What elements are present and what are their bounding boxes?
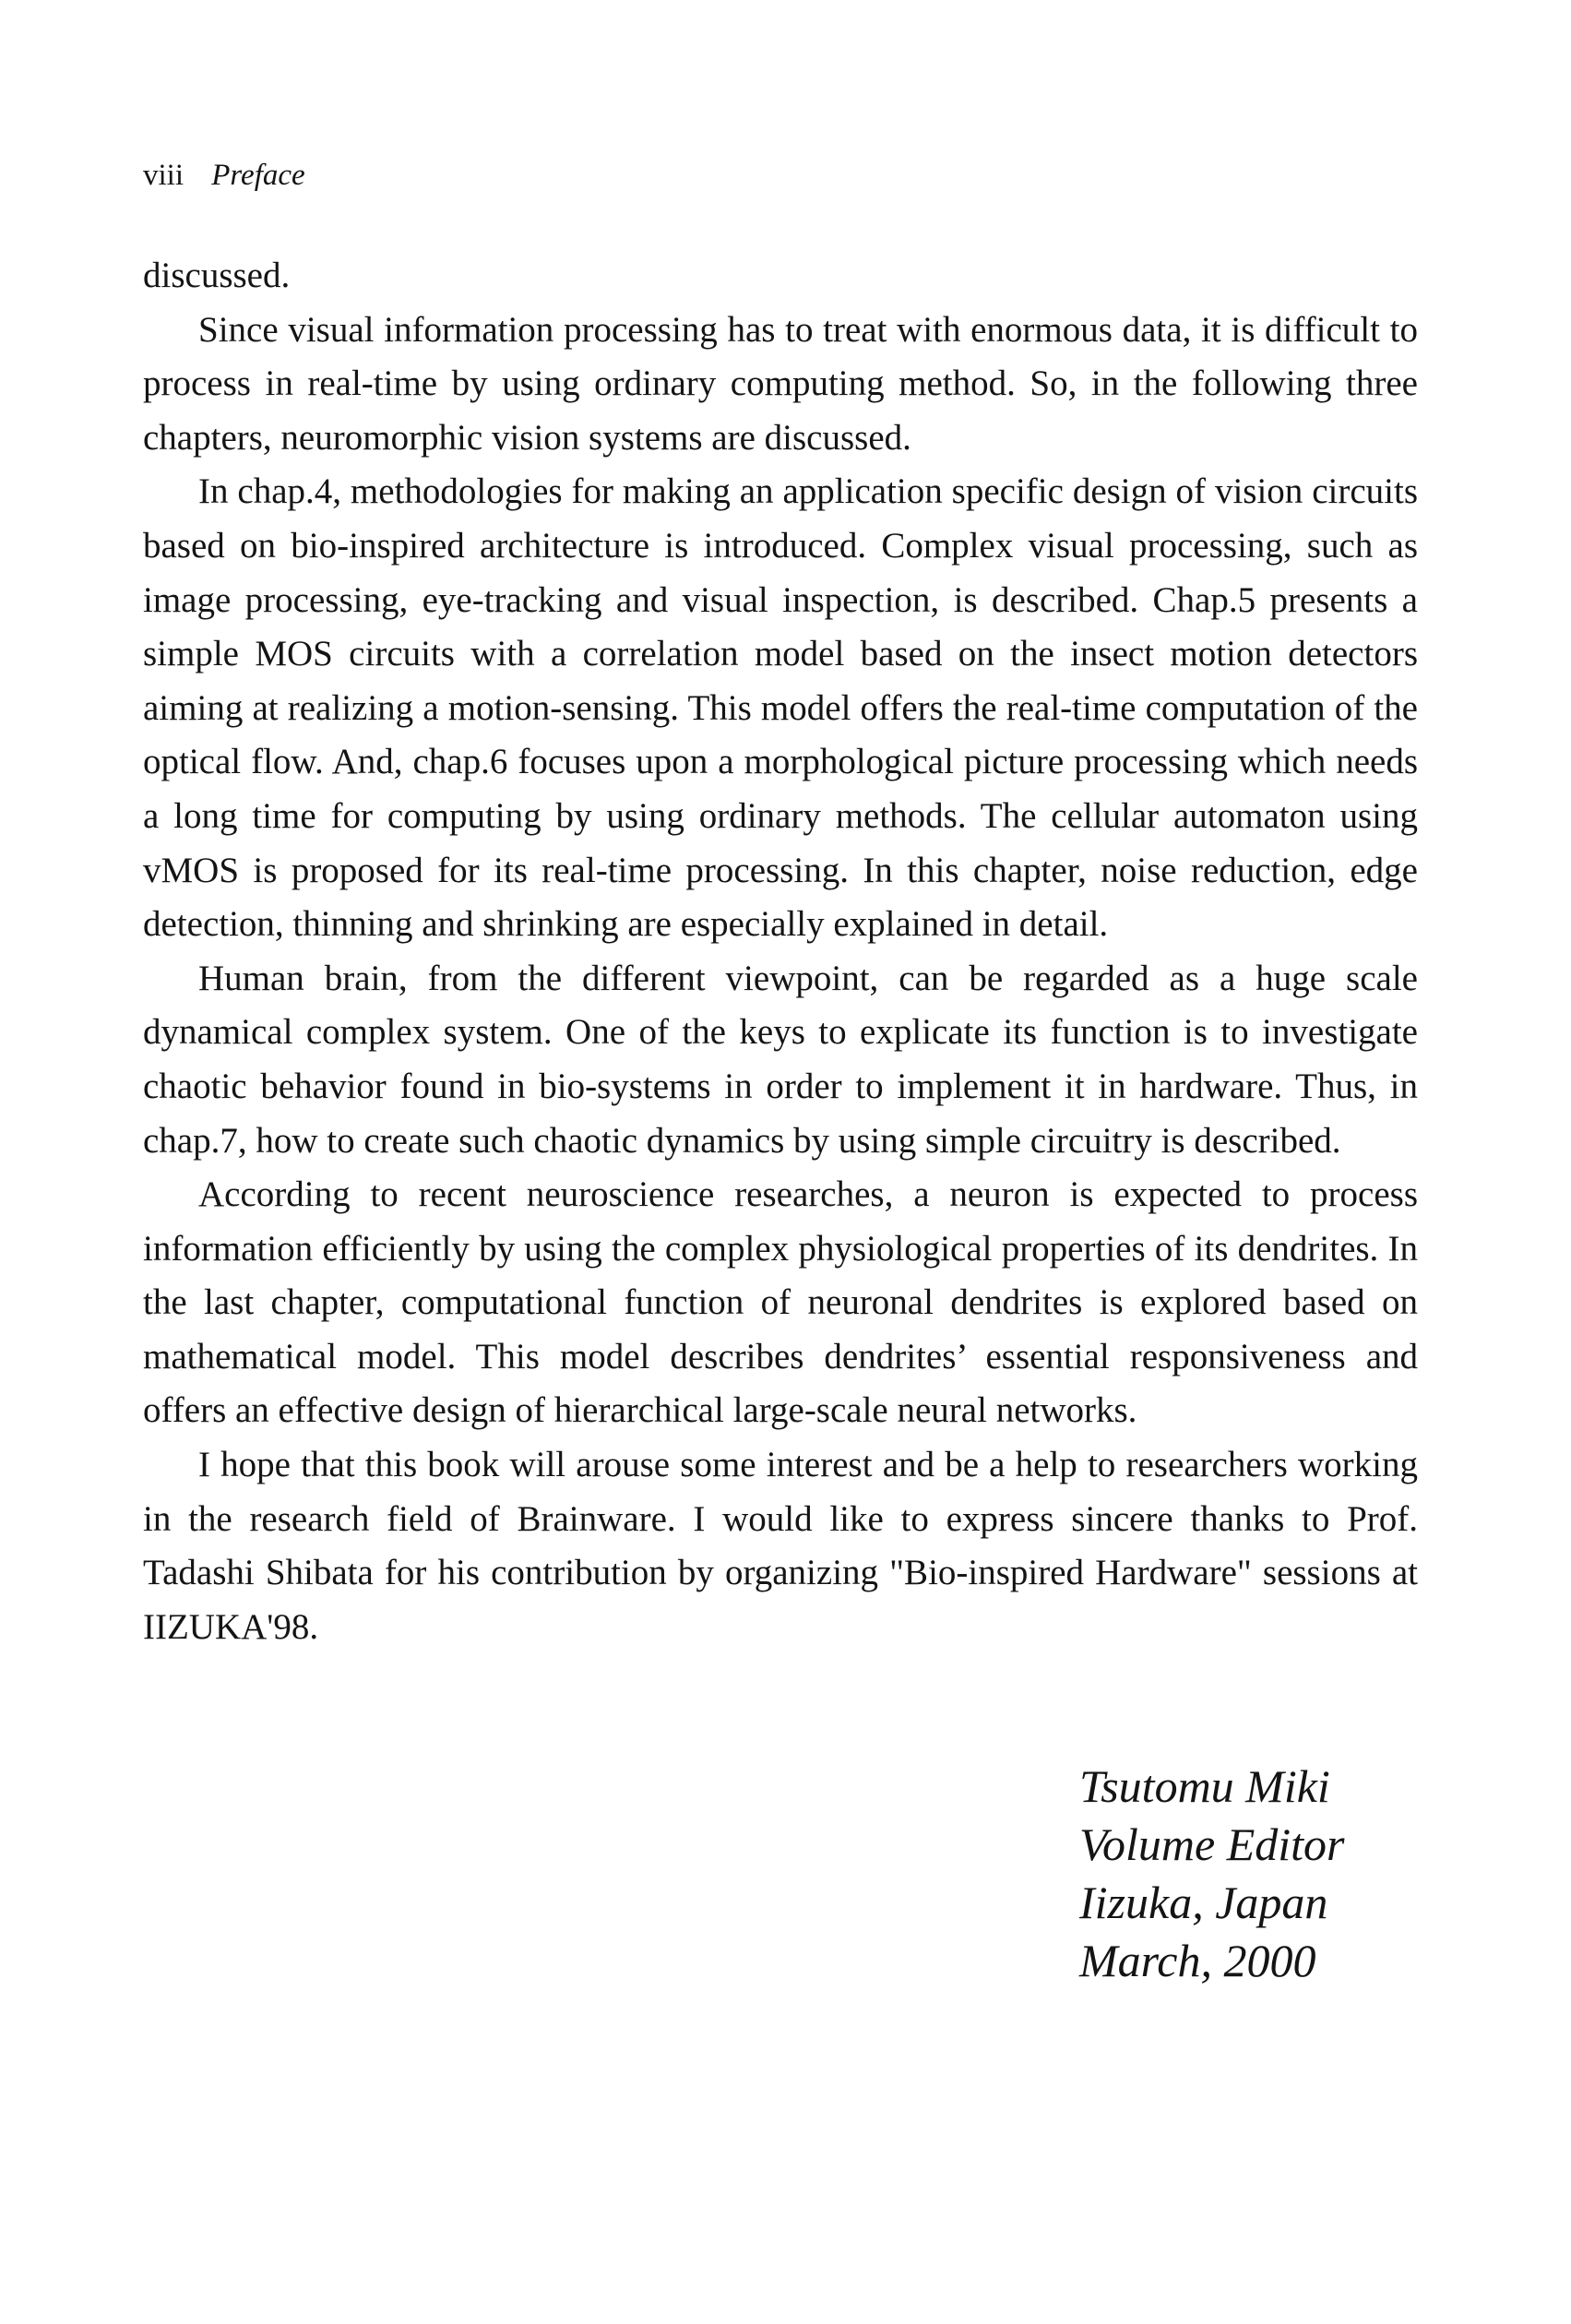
paragraph-chapter-8: According to recent neuroscience researches, a neuron is expected to process information efficiently by using the complex physiological properties of its dendrites. In the last chapter, computational function of neuronal dendrites is explored based on mathematical model. This model describes dendrites’ essential responsiveness and offers an effective design of hierarchical large-scale neural networks. bbox=[143, 1174, 1418, 1431]
paragraph-chapters-4-6: In chap.4, methodologies for making an application specific design of vision circuits based on bio-inspired architecture is introduced. Complex visual processing, such as image processing, eye-tracking and visual inspection, is described. Chap.5 presents a simple MOS circuits with a correlation model based on the insect motion detectors aiming at realizing a motion-sensing. This model offers the real-time computation of the optical flow. And, chap.6 focuses upon a morphological picture processing which needs a long time for computing by using ordinary methods. The cellular automaton using vMOS is proposed for its real-time processing. In this chapter, noise reduction, edge detection, thinning and shrinking are especially explained in detail. bbox=[143, 471, 1418, 945]
editor-place: Iizuka, Japan bbox=[1079, 1877, 1328, 1928]
paragraph-acknowledgement: I hope that this book will arouse some interest and be a help to researchers working in the research field of Brainware. I would like to express sincere thanks to Prof. Tadashi Shibata for his contribution by organizing "Bio-inspired Hardware" sessions at IIZUKA'98. bbox=[143, 1445, 1418, 1647]
page-number: viii bbox=[143, 159, 184, 192]
preface-body bbox=[143, 249, 1418, 1654]
running-head-title: Preface bbox=[211, 159, 305, 192]
editor-role: Volume Editor bbox=[1079, 1818, 1345, 1870]
editor-name: Tsutomu Miki bbox=[1079, 1760, 1330, 1812]
signature-block bbox=[1079, 1758, 1344, 1990]
paragraph-chapter-7: Human brain, from the different viewpoint, can be regarded as a huge scale dynamical complex system. One of the keys to explicate its function is to investigate chaotic behavior found in bio-systems in order to implement it in hardware. Thus, in chap.7, how to create such chaotic dynamics by using simple circuitry is described. bbox=[143, 958, 1418, 1161]
running-head bbox=[143, 157, 305, 194]
editor-date: March, 2000 bbox=[1079, 1935, 1316, 1986]
paragraph-visual-processing: Since visual information processing has to treat with enormous data, it is difficult to process in real-time by using ordinary computing method. So, in the following three chapters, neuromorphic vision systems are discussed. bbox=[143, 309, 1418, 458]
paragraph-continuation: discussed. bbox=[143, 256, 291, 295]
